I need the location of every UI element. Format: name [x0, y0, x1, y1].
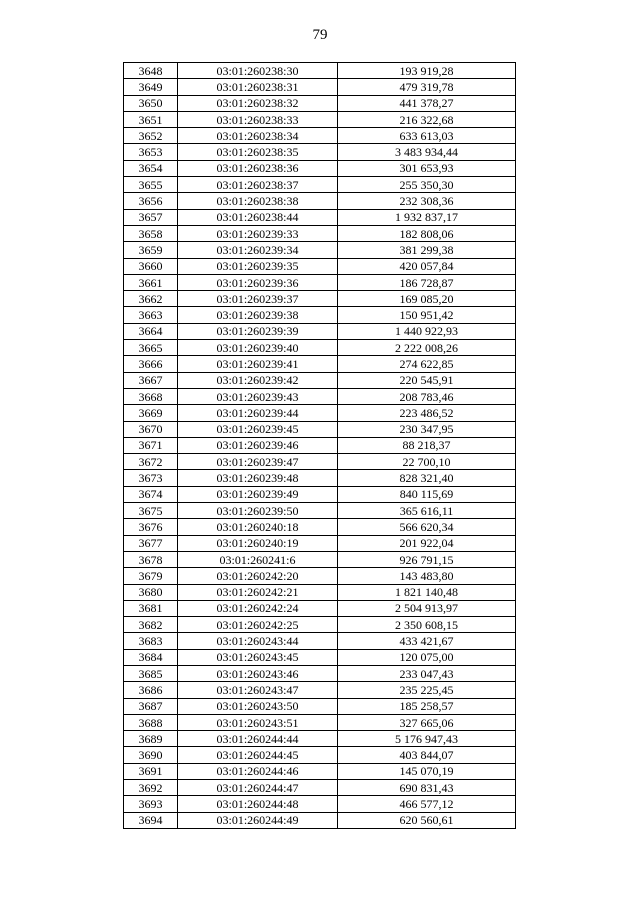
value-cell: 828 321,40 [338, 470, 516, 486]
cadastral-number-cell: 03:01:260239:46 [178, 437, 338, 453]
row-number-cell: 3688 [124, 714, 178, 730]
value-cell: 301 653,93 [338, 160, 516, 176]
row-number-cell: 3694 [124, 812, 178, 828]
row-number-cell: 3679 [124, 568, 178, 584]
row-number-cell: 3686 [124, 682, 178, 698]
value-cell: 5 176 947,43 [338, 731, 516, 747]
cadastral-number-cell: 03:01:260238:34 [178, 128, 338, 144]
row-number-cell: 3655 [124, 177, 178, 193]
row-number-cell: 3682 [124, 617, 178, 633]
row-number-cell: 3669 [124, 405, 178, 421]
value-cell: 143 483,80 [338, 568, 516, 584]
table-row [124, 160, 516, 176]
table-row [124, 291, 516, 307]
value-cell: 403 844,07 [338, 747, 516, 763]
cadastral-number-cell: 03:01:260238:31 [178, 79, 338, 95]
cadastral-number-cell: 03:01:260242:21 [178, 584, 338, 600]
table-row [124, 731, 516, 747]
value-cell: 169 085,20 [338, 291, 516, 307]
cadastral-number-cell: 03:01:260240:19 [178, 535, 338, 551]
value-cell: 255 350,30 [338, 177, 516, 193]
value-cell: 2 222 008,26 [338, 340, 516, 356]
value-cell: 186 728,87 [338, 274, 516, 290]
row-number-cell: 3670 [124, 421, 178, 437]
table-row [124, 209, 516, 225]
table-row [124, 649, 516, 665]
table-row [124, 372, 516, 388]
value-cell: 566 620,34 [338, 519, 516, 535]
cadastral-number-cell: 03:01:260239:45 [178, 421, 338, 437]
value-cell: 223 486,52 [338, 405, 516, 421]
cadastral-number-cell: 03:01:260239:43 [178, 388, 338, 404]
value-cell: 1 932 837,17 [338, 209, 516, 225]
cadastral-number-cell: 03:01:260238:35 [178, 144, 338, 160]
row-number-cell: 3663 [124, 307, 178, 323]
table-row [124, 454, 516, 470]
table-row [124, 714, 516, 730]
table-row [124, 95, 516, 111]
row-number-cell: 3657 [124, 209, 178, 225]
table-row [124, 747, 516, 763]
table-row [124, 79, 516, 95]
table-row [124, 812, 516, 828]
row-number-cell: 3680 [124, 584, 178, 600]
row-number-cell: 3658 [124, 225, 178, 241]
table-row [124, 225, 516, 241]
row-number-cell: 3676 [124, 519, 178, 535]
table-row [124, 584, 516, 600]
cadastral-number-cell: 03:01:260242:20 [178, 568, 338, 584]
cadastral-number-cell: 03:01:260239:33 [178, 225, 338, 241]
value-cell: 690 831,43 [338, 780, 516, 796]
row-number-cell: 3653 [124, 144, 178, 160]
row-number-cell: 3664 [124, 323, 178, 339]
cadastral-number-cell: 03:01:260239:38 [178, 307, 338, 323]
value-cell: 365 616,11 [338, 503, 516, 519]
cadastral-number-cell: 03:01:260244:46 [178, 763, 338, 779]
value-cell: 420 057,84 [338, 258, 516, 274]
row-number-cell: 3667 [124, 372, 178, 388]
table-row [124, 193, 516, 209]
cadastral-number-cell: 03:01:260243:44 [178, 633, 338, 649]
cadastral-number-cell: 03:01:260238:36 [178, 160, 338, 176]
value-cell: 216 322,68 [338, 111, 516, 127]
data-table [123, 62, 516, 829]
value-cell: 145 070,19 [338, 763, 516, 779]
cadastral-number-cell: 03:01:260240:18 [178, 519, 338, 535]
row-number-cell: 3661 [124, 274, 178, 290]
value-cell: 232 308,36 [338, 193, 516, 209]
cadastral-number-cell: 03:01:260244:49 [178, 812, 338, 828]
value-cell: 88 218,37 [338, 437, 516, 453]
table-row [124, 600, 516, 616]
cadastral-number-cell: 03:01:260243:51 [178, 714, 338, 730]
cadastral-number-cell: 03:01:260242:25 [178, 617, 338, 633]
cadastral-number-cell: 03:01:260239:40 [178, 340, 338, 356]
table-row [124, 258, 516, 274]
value-cell: 193 919,28 [338, 63, 516, 79]
row-number-cell: 3673 [124, 470, 178, 486]
table-row [124, 144, 516, 160]
row-number-cell: 3672 [124, 454, 178, 470]
table-row [124, 63, 516, 79]
table-row [124, 177, 516, 193]
table-row [124, 421, 516, 437]
cadastral-number-cell: 03:01:260239:41 [178, 356, 338, 372]
table-row [124, 568, 516, 584]
value-cell: 433 421,67 [338, 633, 516, 649]
row-number-cell: 3668 [124, 388, 178, 404]
table-row [124, 437, 516, 453]
value-cell: 220 545,91 [338, 372, 516, 388]
row-number-cell: 3675 [124, 503, 178, 519]
table-row [124, 356, 516, 372]
cadastral-number-cell: 03:01:260238:33 [178, 111, 338, 127]
table-row [124, 617, 516, 633]
value-cell: 620 560,61 [338, 812, 516, 828]
row-number-cell: 3683 [124, 633, 178, 649]
row-number-cell: 3671 [124, 437, 178, 453]
row-number-cell: 3692 [124, 780, 178, 796]
table-row [124, 405, 516, 421]
cadastral-number-cell: 03:01:260238:32 [178, 95, 338, 111]
value-cell: 185 258,57 [338, 698, 516, 714]
table-row [124, 698, 516, 714]
value-cell: 3 483 934,44 [338, 144, 516, 160]
value-cell: 926 791,15 [338, 551, 516, 567]
value-cell: 235 225,45 [338, 682, 516, 698]
row-number-cell: 3690 [124, 747, 178, 763]
cadastral-number-cell: 03:01:260239:48 [178, 470, 338, 486]
table-row [124, 470, 516, 486]
cadastral-number-cell: 03:01:260243:50 [178, 698, 338, 714]
table-row [124, 780, 516, 796]
cadastral-number-cell: 03:01:260239:49 [178, 486, 338, 502]
row-number-cell: 3684 [124, 649, 178, 665]
cadastral-number-cell: 03:01:260239:35 [178, 258, 338, 274]
table-row [124, 535, 516, 551]
cadastral-number-cell: 03:01:260243:45 [178, 649, 338, 665]
table-row [124, 665, 516, 681]
table-row [124, 682, 516, 698]
cadastral-number-cell: 03:01:260242:24 [178, 600, 338, 616]
value-cell: 840 115,69 [338, 486, 516, 502]
value-cell: 2 350 608,15 [338, 617, 516, 633]
table-row [124, 388, 516, 404]
cadastral-number-cell: 03:01:260244:45 [178, 747, 338, 763]
table-row [124, 503, 516, 519]
value-cell: 466 577,12 [338, 796, 516, 812]
value-cell: 230 347,95 [338, 421, 516, 437]
cadastral-number-cell: 03:01:260243:46 [178, 665, 338, 681]
row-number-cell: 3693 [124, 796, 178, 812]
row-number-cell: 3674 [124, 486, 178, 502]
table-row [124, 551, 516, 567]
table-body [124, 63, 516, 829]
row-number-cell: 3650 [124, 95, 178, 111]
table-row [124, 274, 516, 290]
table-row [124, 242, 516, 258]
cadastral-number-cell: 03:01:260239:47 [178, 454, 338, 470]
cadastral-number-cell: 03:01:260239:50 [178, 503, 338, 519]
table-row [124, 519, 516, 535]
table-row [124, 128, 516, 144]
row-number-cell: 3666 [124, 356, 178, 372]
cadastral-number-cell: 03:01:260241:6 [178, 551, 338, 567]
table-row [124, 323, 516, 339]
value-cell: 479 319,78 [338, 79, 516, 95]
cadastral-number-cell: 03:01:260239:39 [178, 323, 338, 339]
row-number-cell: 3691 [124, 763, 178, 779]
row-number-cell: 3651 [124, 111, 178, 127]
value-cell: 441 378,27 [338, 95, 516, 111]
cadastral-number-cell: 03:01:260238:30 [178, 63, 338, 79]
table-row [124, 340, 516, 356]
value-cell: 2 504 913,97 [338, 600, 516, 616]
cadastral-number-cell: 03:01:260239:37 [178, 291, 338, 307]
value-cell: 208 783,46 [338, 388, 516, 404]
value-cell: 274 622,85 [338, 356, 516, 372]
row-number-cell: 3656 [124, 193, 178, 209]
row-number-cell: 3677 [124, 535, 178, 551]
value-cell: 1 821 140,48 [338, 584, 516, 600]
value-cell: 327 665,06 [338, 714, 516, 730]
table-row [124, 796, 516, 812]
value-cell: 233 047,43 [338, 665, 516, 681]
cadastral-number-cell: 03:01:260244:47 [178, 780, 338, 796]
row-number-cell: 3678 [124, 551, 178, 567]
table-row [124, 486, 516, 502]
row-number-cell: 3689 [124, 731, 178, 747]
row-number-cell: 3649 [124, 79, 178, 95]
value-cell: 1 440 922,93 [338, 323, 516, 339]
cadastral-number-cell: 03:01:260239:42 [178, 372, 338, 388]
row-number-cell: 3652 [124, 128, 178, 144]
cadastral-number-cell: 03:01:260244:44 [178, 731, 338, 747]
table-row [124, 111, 516, 127]
value-cell: 120 075,00 [338, 649, 516, 665]
value-cell: 150 951,42 [338, 307, 516, 323]
cadastral-number-cell: 03:01:260238:37 [178, 177, 338, 193]
cadastral-number-cell: 03:01:260238:44 [178, 209, 338, 225]
row-number-cell: 3648 [124, 63, 178, 79]
value-cell: 381 299,38 [338, 242, 516, 258]
table-row [124, 633, 516, 649]
value-cell: 182 808,06 [338, 225, 516, 241]
row-number-cell: 3685 [124, 665, 178, 681]
row-number-cell: 3654 [124, 160, 178, 176]
page-number: 79 [312, 27, 328, 43]
cadastral-number-cell: 03:01:260243:47 [178, 682, 338, 698]
row-number-cell: 3662 [124, 291, 178, 307]
cadastral-number-cell: 03:01:260239:34 [178, 242, 338, 258]
cadastral-number-cell: 03:01:260239:44 [178, 405, 338, 421]
cadastral-number-cell: 03:01:260244:48 [178, 796, 338, 812]
row-number-cell: 3660 [124, 258, 178, 274]
row-number-cell: 3659 [124, 242, 178, 258]
table-row [124, 307, 516, 323]
row-number-cell: 3681 [124, 600, 178, 616]
table-row [124, 763, 516, 779]
row-number-cell: 3665 [124, 340, 178, 356]
cadastral-number-cell: 03:01:260238:38 [178, 193, 338, 209]
row-number-cell: 3687 [124, 698, 178, 714]
value-cell: 633 613,03 [338, 128, 516, 144]
value-cell: 22 700,10 [338, 454, 516, 470]
value-cell: 201 922,04 [338, 535, 516, 551]
cadastral-number-cell: 03:01:260239:36 [178, 274, 338, 290]
